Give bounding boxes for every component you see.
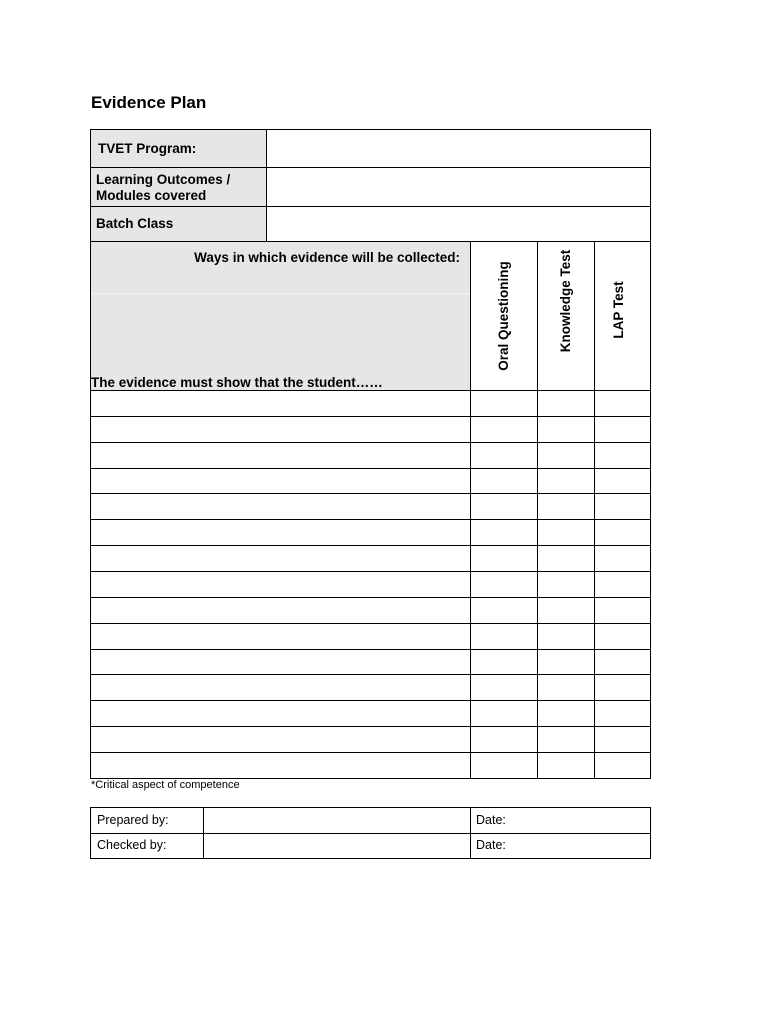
- lap-test-cell[interactable]: [594, 726, 651, 753]
- lap-test-cell[interactable]: [594, 442, 651, 469]
- knowledge-test-cell[interactable]: [537, 442, 595, 469]
- knowledge-test-cell[interactable]: [537, 597, 595, 624]
- learning-outcomes-field[interactable]: [266, 167, 651, 207]
- oral-questioning-cell[interactable]: [470, 752, 538, 779]
- oral-questioning-cell[interactable]: [470, 545, 538, 572]
- batch-class-field[interactable]: [266, 206, 651, 242]
- critical-aspect-footnote: *Critical aspect of competence: [91, 779, 240, 791]
- oral-questioning-cell[interactable]: [470, 700, 538, 727]
- batch-class-label: Batch Class: [96, 216, 174, 231]
- learning-outcomes-label-cell: [90, 167, 267, 207]
- checked-by-label-cell: [90, 833, 204, 859]
- checked-date-field[interactable]: [470, 833, 651, 859]
- lap-test-cell[interactable]: [594, 468, 651, 494]
- prepared-by-label-cell: [90, 807, 204, 834]
- evidence-description-cell[interactable]: [90, 674, 471, 701]
- lap-test-cell[interactable]: [594, 545, 651, 572]
- evidence-description-cell[interactable]: [90, 545, 471, 572]
- knowledge-test-cell[interactable]: [537, 700, 595, 727]
- prepared-date-field[interactable]: [470, 807, 651, 834]
- evidence-description-cell[interactable]: [90, 442, 471, 469]
- lap-test-cell[interactable]: [594, 571, 651, 598]
- tvet-program-field[interactable]: [266, 129, 651, 168]
- evidence-description-cell[interactable]: [90, 649, 471, 675]
- prepared-by-field[interactable]: [203, 807, 471, 834]
- tvet-program-label-cell: [90, 129, 267, 168]
- method-header-lap-test: [594, 241, 651, 391]
- lap-test-cell[interactable]: [594, 752, 651, 779]
- knowledge-test-cell[interactable]: [537, 468, 595, 494]
- knowledge-test-cell[interactable]: [537, 674, 595, 701]
- oral-questioning-cell[interactable]: [470, 726, 538, 753]
- checked-by-field[interactable]: [203, 833, 471, 859]
- oral-questioning-cell[interactable]: [470, 649, 538, 675]
- must-show-label: The evidence must show that the student……: [91, 375, 383, 390]
- tvet-program-label: TVET Program:: [98, 141, 197, 156]
- knowledge-test-cell[interactable]: [537, 623, 595, 650]
- knowledge-test-cell[interactable]: [537, 416, 595, 443]
- oral-questioning-cell[interactable]: [470, 390, 538, 417]
- checked-by-label: Checked by:: [97, 838, 167, 852]
- evidence-description-cell[interactable]: [90, 752, 471, 779]
- knowledge-test-cell[interactable]: [537, 649, 595, 675]
- lap-test-cell[interactable]: [594, 597, 651, 624]
- method-label-oral-questioning: Oral Questioning: [496, 261, 511, 371]
- evidence-description-cell[interactable]: [90, 726, 471, 753]
- oral-questioning-cell[interactable]: [470, 493, 538, 520]
- lap-test-cell[interactable]: [594, 416, 651, 443]
- knowledge-test-cell[interactable]: [537, 752, 595, 779]
- evidence-description-cell[interactable]: [90, 571, 471, 598]
- oral-questioning-cell[interactable]: [470, 442, 538, 469]
- checked-date-label: Date:: [476, 838, 506, 852]
- knowledge-test-cell[interactable]: [537, 571, 595, 598]
- method-header-oral-questioning: [470, 241, 538, 391]
- oral-questioning-cell[interactable]: [470, 623, 538, 650]
- ways-collected-label: Ways in which evidence will be collected:: [194, 250, 460, 265]
- method-label-lap-test: LAP Test: [611, 281, 626, 339]
- method-label-knowledge-test: Knowledge Test: [558, 249, 573, 353]
- evidence-description-cell[interactable]: [90, 416, 471, 443]
- lap-test-cell[interactable]: [594, 390, 651, 417]
- lap-test-cell[interactable]: [594, 700, 651, 727]
- batch-class-label-cell: [90, 206, 267, 242]
- knowledge-test-cell[interactable]: [537, 545, 595, 572]
- evidence-description-cell[interactable]: [90, 700, 471, 727]
- header-divider: [91, 293, 470, 294]
- prepared-date-label: Date:: [476, 813, 506, 827]
- knowledge-test-cell[interactable]: [537, 519, 595, 546]
- lap-test-cell[interactable]: [594, 493, 651, 520]
- learning-outcomes-label: Learning Outcomes / Modules covered: [96, 172, 231, 203]
- prepared-by-label: Prepared by:: [97, 813, 169, 827]
- evidence-description-cell[interactable]: [90, 597, 471, 624]
- method-header-knowledge-test: [537, 241, 595, 391]
- lap-test-cell[interactable]: [594, 623, 651, 650]
- oral-questioning-cell[interactable]: [470, 468, 538, 494]
- page-title: Evidence Plan: [91, 93, 207, 112]
- evidence-description-cell[interactable]: [90, 390, 471, 417]
- oral-questioning-cell[interactable]: [470, 674, 538, 701]
- lap-test-cell[interactable]: [594, 674, 651, 701]
- oral-questioning-cell[interactable]: [470, 519, 538, 546]
- evidence-description-cell[interactable]: [90, 468, 471, 494]
- oral-questioning-cell[interactable]: [470, 597, 538, 624]
- evidence-description-cell[interactable]: [90, 493, 471, 520]
- evidence-description-cell[interactable]: [90, 623, 471, 650]
- oral-questioning-cell[interactable]: [470, 571, 538, 598]
- knowledge-test-cell[interactable]: [537, 726, 595, 753]
- lap-test-cell[interactable]: [594, 649, 651, 675]
- evidence-description-cell[interactable]: [90, 519, 471, 546]
- oral-questioning-cell[interactable]: [470, 416, 538, 443]
- knowledge-test-cell[interactable]: [537, 390, 595, 417]
- evidence-header-cell: [90, 241, 471, 391]
- lap-test-cell[interactable]: [594, 519, 651, 546]
- knowledge-test-cell[interactable]: [537, 493, 595, 520]
